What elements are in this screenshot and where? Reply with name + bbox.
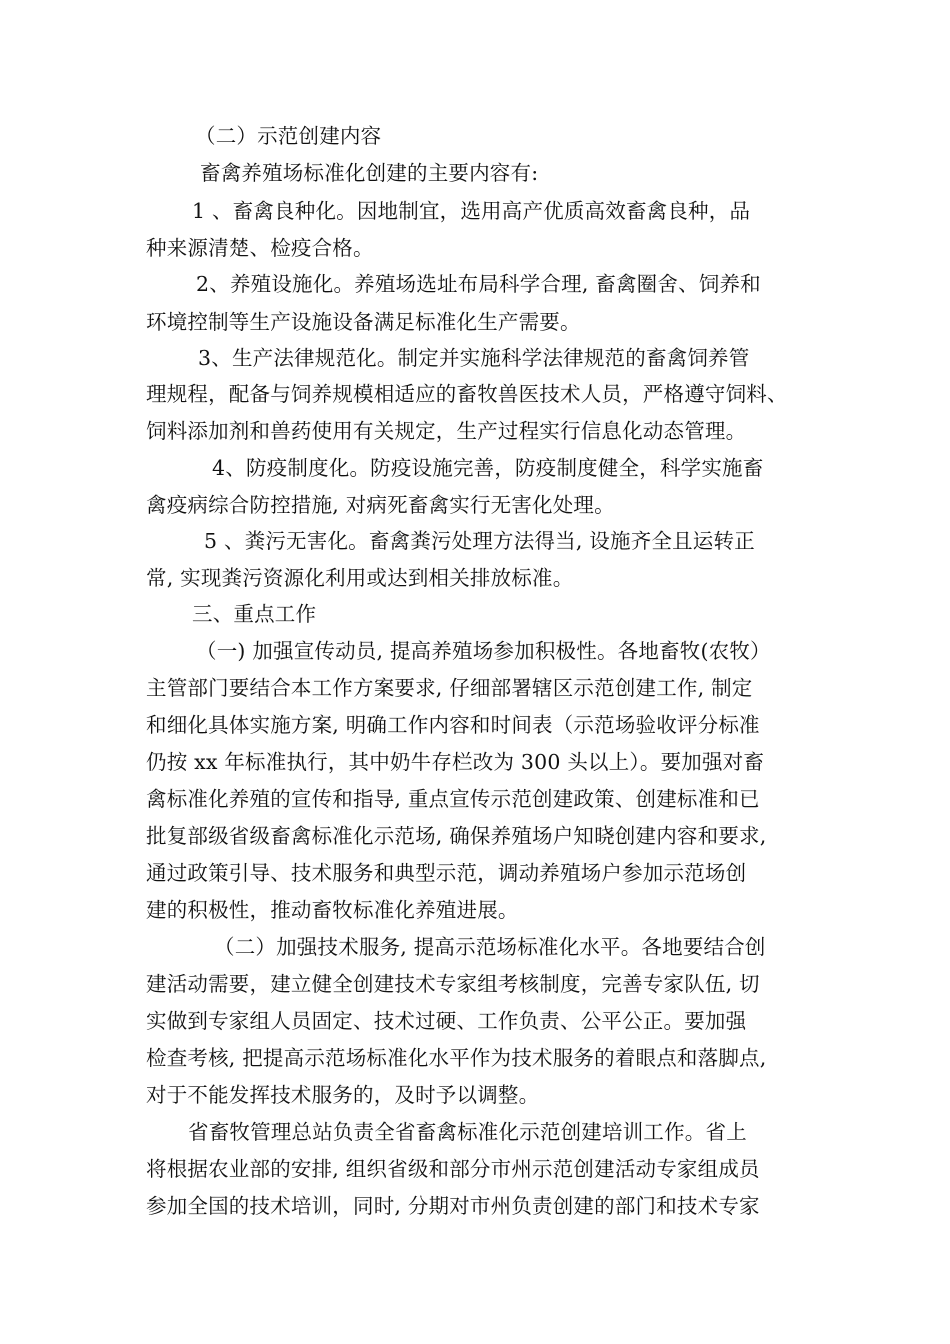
paragraph-line: 环境控制等生产设施设备满足标准化生产需要。 bbox=[146, 310, 581, 334]
paragraph-line: 参加全国的技术培训，同时, 分期对市州负责创建的部门和技术专家 bbox=[146, 1194, 760, 1218]
paragraph-line: 种来源清楚、检疫合格。 bbox=[146, 236, 374, 260]
paragraph-line: 主管部门要结合本工作方案要求, 仔细部署辖区示范创建工作, 制定 bbox=[146, 676, 753, 700]
paragraph-line: 2、养殖设施化。养殖场选址布局科学合理, 畜禽圈舍、饲养和 bbox=[196, 272, 761, 296]
paragraph-line: 通过政策引导、技术服务和典型示范，调动养殖场户参加示范场创 bbox=[146, 861, 747, 885]
paragraph-line: 省畜牧管理总站负责全省畜禽标准化示范创建培训工作。省上 bbox=[188, 1120, 747, 1144]
paragraph-line: 建活动需要，建立健全创建技术专家组考核制度，完善专家队伍, 切 bbox=[146, 972, 760, 996]
paragraph-line: 禽疫病综合防控措施, 对病死畜禽实行无害化处理。 bbox=[146, 493, 615, 517]
paragraph-line: 4、防疫制度化。防疫设施完善，防疫制度健全，科学实施畜 bbox=[212, 456, 764, 480]
paragraph-line: 3、生产法律规范化。制定并实施科学法律规范的畜禽饲养管 bbox=[198, 346, 750, 370]
paragraph-line: 将根据农业部的安排, 组织省级和部分市州示范创建活动专家组成员 bbox=[146, 1157, 760, 1181]
paragraph-line: 常, 实现粪污资源化利用或达到相关排放标准。 bbox=[146, 566, 574, 590]
paragraph-line: 禽标准化养殖的宣传和指导, 重点宣传示范创建政策、创建标准和已 bbox=[146, 787, 760, 811]
section-heading: （二）示范创建内容 bbox=[195, 124, 382, 148]
paragraph-line: 饲料添加剂和兽药使用有关规定，生产过程实行信息化动态管理。 bbox=[146, 419, 747, 443]
paragraph-line: （二）加强技术服务, 提高示范场标准化水平。各地要结合创 bbox=[214, 935, 766, 959]
paragraph-line: 对于不能发挥技术服务的，及时予以调整。 bbox=[146, 1083, 540, 1107]
paragraph-line: 仍按 xx 年标准执行，其中奶牛存栏改为 300 头以上）。要加强对畜 bbox=[146, 750, 765, 774]
section-heading: 三、重点工作 bbox=[192, 602, 317, 626]
paragraph-line: 5 、粪污无害化。畜禽粪污处理方法得当, 设施齐全且运转正 bbox=[204, 529, 755, 553]
paragraph-line: （一) 加强宣传动员, 提高养殖场参加积极性。各地畜牧(农牧） bbox=[196, 639, 771, 663]
paragraph-line: 1 、畜禽良种化。因地制宜，选用高产优质高效畜禽良种，品 bbox=[192, 199, 751, 223]
paragraph-line: 和细化具体实施方案, 明确工作内容和时间表（示范场验收评分标准 bbox=[146, 713, 760, 737]
paragraph-line: 检查考核, 把提高示范场标准化水平作为技术服务的着眼点和落脚点, bbox=[146, 1046, 767, 1070]
paragraph-line: 实做到专家组人员固定、技术过硬、工作负责、公平公正。要加强 bbox=[146, 1009, 747, 1033]
paragraph-line: 批复部级省级畜禽标准化示范场, 确保养殖场户知晓创建内容和要求, bbox=[146, 824, 767, 848]
paragraph-line: 理规程，配备与饲养规模相适应的畜牧兽医技术人员，严格遵守饲料、 bbox=[146, 382, 788, 406]
paragraph-line: 建的积极性，推动畜牧标准化养殖进展。 bbox=[146, 898, 519, 922]
paragraph-line: 畜禽养殖场标准化创建的主要内容有: bbox=[200, 161, 539, 185]
